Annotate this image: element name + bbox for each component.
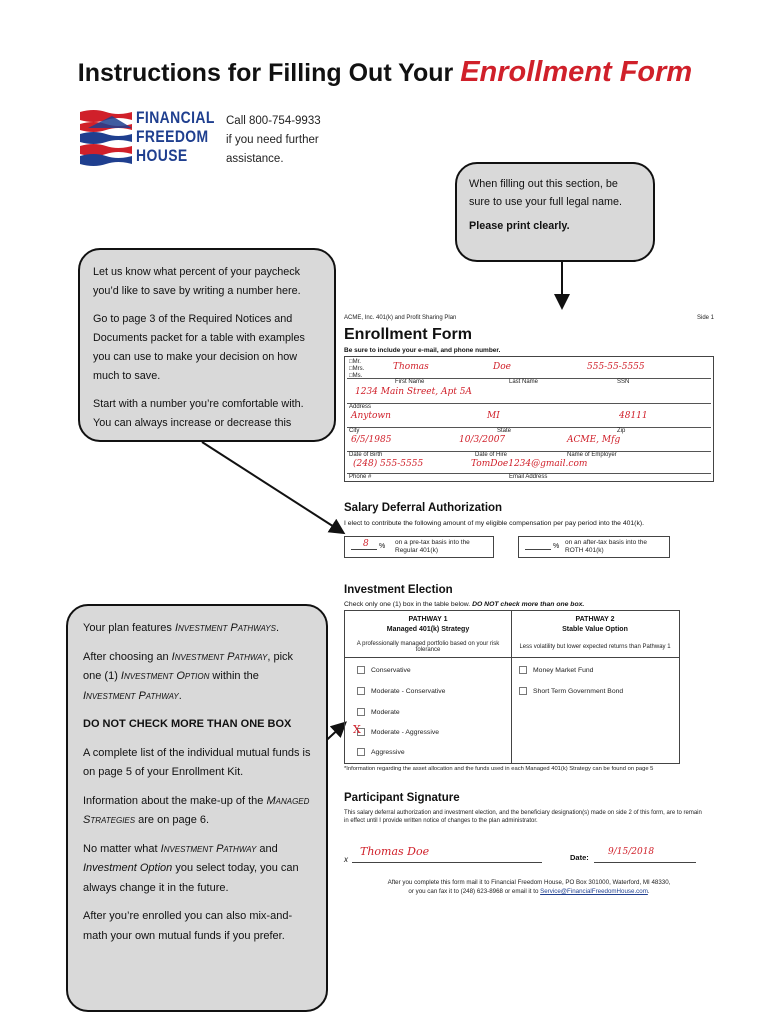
lbl-last: Last Name	[509, 379, 539, 385]
contact-line-2: if you need further	[226, 134, 319, 146]
pw1-option-1: Conservative	[357, 666, 411, 674]
callout-inv-p6: No matter what Investment Pathway and Investment Option you select today, you can always change it in the future.	[83, 842, 299, 894]
address-value: 1234 Main Street, Apt 5A	[355, 387, 472, 397]
pw2-option-1: Money Market Fund	[519, 666, 593, 674]
signature-text: This salary deferral authorization and investment election, and the beneficiary designation(s) made on side 2 of this form, are to remain in effect until I provide written notice of changes to the plan administrator.	[344, 810, 702, 824]
invest-note: Check only one (1) box in the table below. DO NOT check more than one box.	[344, 601, 585, 608]
zip-value: 48111	[619, 411, 648, 421]
pw2-option-2: Short Term Government Bond	[519, 687, 623, 695]
callout-inv-p2: After choosing an Investment Pathway, pick one (1) Investment Option within the Investment Pathway.	[83, 650, 294, 702]
pretax-box	[344, 536, 494, 558]
pretax-pct: %	[379, 543, 386, 550]
lbl-email: Email Address	[509, 474, 548, 480]
pw1-option-4: Moderate - Aggressive	[357, 728, 439, 736]
roth-label: on an after-tax basis into the ROTH 401(k)	[565, 539, 648, 554]
contact-line-3: assistance.	[226, 153, 284, 165]
date-label: Date:	[570, 853, 589, 862]
name-prefix-options: □Mr. □Mrs. □Ms.	[349, 359, 365, 379]
last-name-value: Doe	[493, 362, 511, 372]
phone-value: (248) 555-5555	[353, 459, 424, 469]
callout-salary-p1: Let us know what percent of your paycheck you’d like to save by writing a number here.	[93, 266, 301, 297]
form-side: Side 1	[696, 315, 714, 321]
pw1-option-2: Moderate - Conservative	[357, 687, 445, 695]
form-plan-name: ACME, Inc. 401(k) and Profit Sharing Plan	[344, 315, 457, 321]
service-email-link: Service@FinancialFreedomHouse.com	[540, 888, 648, 895]
arrow-to-salary	[202, 442, 342, 532]
callout-inv-p3: DO NOT CHECK MORE THAN ONE BOX	[83, 718, 292, 730]
lbl-doh: Date of Hire	[475, 452, 508, 458]
enrollment-form-preview	[344, 312, 714, 902]
signature-value: Thomas Doe	[360, 845, 430, 858]
pathway-1-header: PATHWAY 1 Managed 401(k) Strategy	[386, 616, 470, 633]
city-value: Anytown	[351, 411, 391, 421]
title-accent: Enrollment Form	[460, 56, 693, 88]
salary-title: Salary Deferral Authorization	[344, 502, 503, 514]
callout-legal-name-emphasis: Please print clearly.	[469, 220, 570, 232]
lbl-city: City	[349, 428, 360, 434]
callout-legal-name-text: When filling out this section, be sure to use your full legal name.	[469, 178, 623, 208]
invest-footnote: *Information regarding the asset allocation and the funds used in each Managed 401(k) Strategy can be found on page 5	[344, 766, 654, 772]
personal-info-box	[344, 356, 714, 482]
checked-mark: X	[353, 723, 361, 736]
pw1-option-5: Aggressive	[357, 748, 405, 756]
callout-salary-p3: Start with a number you’re comfortable with. You can always increase or decrease this	[93, 398, 304, 429]
lbl-ssn: SSN	[617, 379, 630, 385]
callout-investment	[66, 604, 328, 1012]
date-value: 9/15/2018	[608, 847, 655, 857]
logo-line-3: HOUSE	[136, 146, 188, 165]
callout-salary	[78, 248, 336, 442]
employer-value: ACME, Mfg	[567, 435, 621, 445]
roth-pct: %	[553, 543, 560, 550]
pathway-2-desc: Less volatility but lower expected returns than Pathway 1	[519, 644, 671, 650]
first-name-value: Thomas	[393, 362, 429, 372]
callout-inv-p7: After you’re enrolled you can also mix-and-math your own mutual funds if you prefer.	[83, 910, 293, 942]
lbl-employer: Name of Employer	[567, 452, 617, 458]
pw1-option-3: Moderate	[357, 708, 400, 716]
doh-value: 10/3/2007	[459, 435, 506, 445]
lbl-phone: Phone #	[349, 474, 372, 480]
form-subtitle: Be sure to include your e-mail, and phone number.	[344, 347, 501, 354]
email-value: TomDoe1234@gmail.com	[471, 459, 588, 469]
title-main: Instructions for Filling Out Your	[77, 59, 454, 87]
callout-inv-p4: A complete list of the individual mutual funds is on page 5 of your Enrollment Kit.	[83, 746, 311, 778]
dob-value: 6/5/1985	[351, 435, 392, 445]
pathway-2-header: PATHWAY 2 Stable Value Option	[562, 616, 628, 633]
callout-salary-p2: Go to page 3 of the Required Notices and Documents packet for a table with examples you can use to make your decision on how much to save.	[93, 313, 305, 382]
callout-inv-p5: Information about the make-up of the Managed Strategies are on page 6.	[83, 794, 310, 826]
pretax-label: on a pre-tax basis into the Regular 401(k)	[395, 539, 470, 554]
form-title: Enrollment Form	[344, 326, 473, 343]
roth-box	[518, 536, 670, 558]
logo-line-1: FINANCIAL	[136, 108, 215, 127]
signature-title: Participant Signature	[344, 792, 460, 804]
logo-line-2: FREEDOM	[136, 127, 209, 146]
contact-line-1: Call 800-754-9933	[226, 115, 321, 127]
mailing-instructions: After you complete this form mail it to Financial Freedom House, PO Box 301000, Waterford, MI 48330, or you can fax it to (248) 623-8968 or email it to Service@FinancialFreedomHouse.com.	[387, 879, 671, 895]
lbl-dob: Date of Birth	[349, 452, 383, 458]
salary-text: I elect to contribute the following amount of my eligible compensation per pay period into the 401(k).	[344, 520, 644, 527]
lbl-zip: Zip	[617, 428, 626, 434]
invest-title: Investment Election	[344, 584, 453, 596]
signature-x: x	[344, 855, 348, 864]
state-value: MI	[487, 411, 500, 421]
pathway-1-desc: A professionally managed portfolio based on your risk tolerance	[356, 641, 500, 653]
lbl-first: First Name	[395, 379, 425, 385]
investment-table	[344, 610, 680, 764]
callout-inv-p1: Your plan features Investment Pathways.	[83, 622, 280, 634]
pretax-value: 8	[363, 539, 369, 549]
ssn-value: 555-55-5555	[587, 362, 645, 372]
lbl-state: State	[497, 428, 512, 434]
lbl-address: Address	[349, 404, 372, 410]
